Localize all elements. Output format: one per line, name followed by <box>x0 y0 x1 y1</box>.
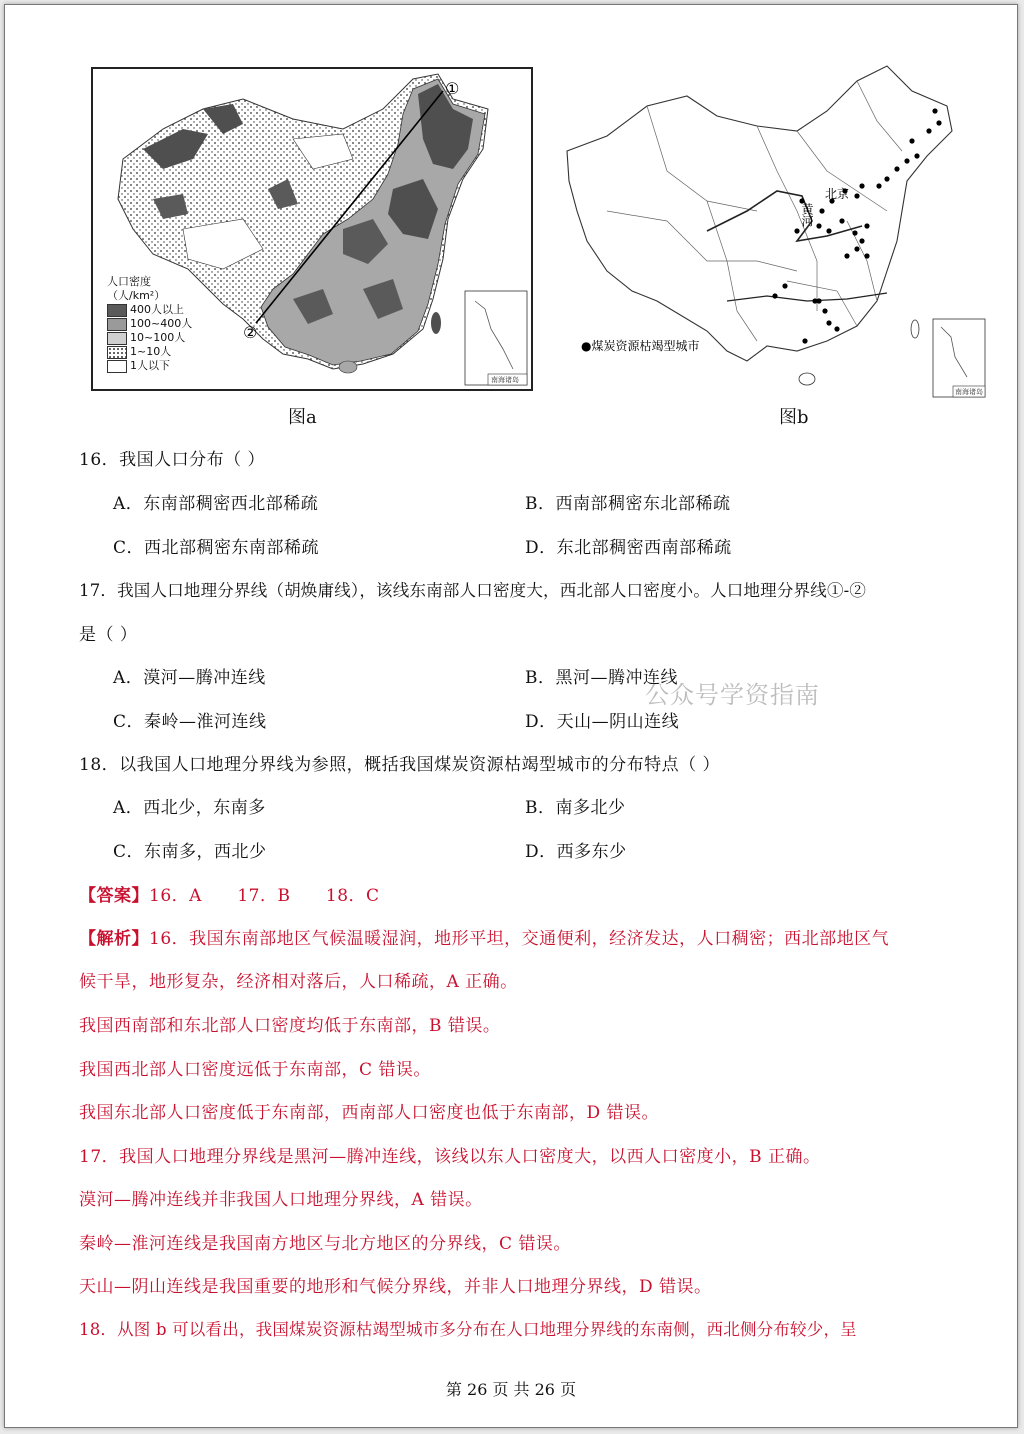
q16-option-a: A．东南部稠密西北部稀疏 <box>113 494 319 514</box>
legend-swatch <box>107 332 127 345</box>
population-legend <box>107 275 192 373</box>
analysis-line-4: 我国西北部人口密度远低于东南部，C 错误。 <box>79 1060 431 1080</box>
analysis-line-7: 漠河—腾冲连线并非我国人口地理分界线，A 错误。 <box>79 1190 483 1210</box>
legend-item: 100~400人 <box>107 317 192 331</box>
legend-item: 400人以上 <box>107 303 192 317</box>
q18-option-a: A．西北少，东南多 <box>113 798 266 818</box>
answer-label: 【答案】 <box>79 886 149 906</box>
legend-title: 人口密度 <box>107 275 151 288</box>
analysis-line-10: 18．从图 b 可以看出，我国煤炭资源枯竭型城市多分布在人口地理分界线的东南侧，西北侧分布较少，呈 <box>79 1320 857 1339</box>
analysis-line-6: 17．我国人口地理分界线是黑河—腾冲连线，该线以东人口密度大，以西人口密度小，B 正确。 <box>79 1147 821 1167</box>
answer-text: 16．A 17．B 18．C <box>149 886 380 906</box>
q18-option-c: C．东南多，西北少 <box>113 842 267 862</box>
q17-option-b: B．黑河—腾冲连线 <box>525 668 678 688</box>
question-16-stem: 16．我国人口分布（ ） <box>79 450 266 470</box>
beijing-label: 北京 <box>825 187 850 201</box>
legend-swatch <box>107 346 127 359</box>
analysis-line-1 <box>79 924 889 949</box>
document-page <box>4 4 1018 1428</box>
marker-2: ② <box>243 323 258 342</box>
question-18-stem: 18．以我国人口地理分界线为参照，概括我国煤炭资源枯竭型城市的分布特点（ ） <box>79 755 721 775</box>
q17-option-d: D．天山—阴山连线 <box>525 712 680 732</box>
figure-b-coal-cities-map <box>557 61 987 401</box>
figure-b-caption: 图b <box>779 407 809 428</box>
legend-swatch <box>107 318 127 331</box>
question-17-stem: 17．我国人口地理分界线（胡焕庸线），该线东南部人口密度大，西北部人口密度小。人口地理分界线①-② <box>79 581 867 600</box>
figure-a-population-map <box>91 67 533 391</box>
question-17-stem-cont: 是（ ） <box>79 625 138 645</box>
legend-item: 1~10人 <box>107 345 192 359</box>
q18-option-b: B．南多北少 <box>525 798 626 818</box>
analysis-text: 16．我国东南部地区气候温暖湿润，地形平坦，交通便利，经济发达，人口稠密；西北部地区气 <box>149 929 890 949</box>
marker-1: ① <box>445 79 460 98</box>
analysis-line-8: 秦岭—淮河连线是我国南方地区与北方地区的分界线，C 错误。 <box>79 1234 571 1254</box>
q16-option-d: D．东北部稠密西南部稀疏 <box>525 538 732 558</box>
legend-swatch <box>107 360 127 373</box>
legend-item: 1人以下 <box>107 359 192 373</box>
legend-unit: （人/km²） <box>107 289 166 302</box>
coal-city-legend: ●煤炭资源枯竭型城市 <box>581 339 700 353</box>
q17-option-c: C．秦岭—淮河连线 <box>113 712 267 732</box>
analysis-line-5: 我国东北部人口密度低于东南部，西南部人口密度也低于东南部，D 错误。 <box>79 1103 660 1123</box>
figure-a-caption: 图a <box>288 407 317 428</box>
q17-option-a: A．漠河—腾冲连线 <box>113 668 266 688</box>
answer-line <box>79 881 380 906</box>
analysis-label: 【解析】 <box>79 929 149 949</box>
legend-swatch <box>107 304 127 317</box>
analysis-line-2: 候干旱，地形复杂，经济相对落后，人口稀疏，A 正确。 <box>79 972 518 992</box>
q16-option-b: B．西南部稠密东北部稀疏 <box>525 494 731 514</box>
q18-option-d: D．西多东少 <box>525 842 627 862</box>
yellow-river-label: 黄河 <box>800 203 814 227</box>
inset-label-b: 南海诸岛 <box>955 388 983 396</box>
watermark: 公众号学资指南 <box>645 681 820 709</box>
page-footer: 第 26 页 共 26 页 <box>445 1380 577 1399</box>
analysis-line-9: 天山—阴山连线是我国重要的地形和气候分界线，并非人口地理分界线，D 错误。 <box>79 1277 712 1297</box>
q16-option-c: C．西北部稠密东南部稀疏 <box>113 538 320 558</box>
inset-label-a: 南海诸岛 <box>491 376 519 384</box>
legend-item: 10~100人 <box>107 331 192 345</box>
analysis-line-3: 我国西南部和东北部人口密度均低于东南部，B 错误。 <box>79 1016 501 1036</box>
